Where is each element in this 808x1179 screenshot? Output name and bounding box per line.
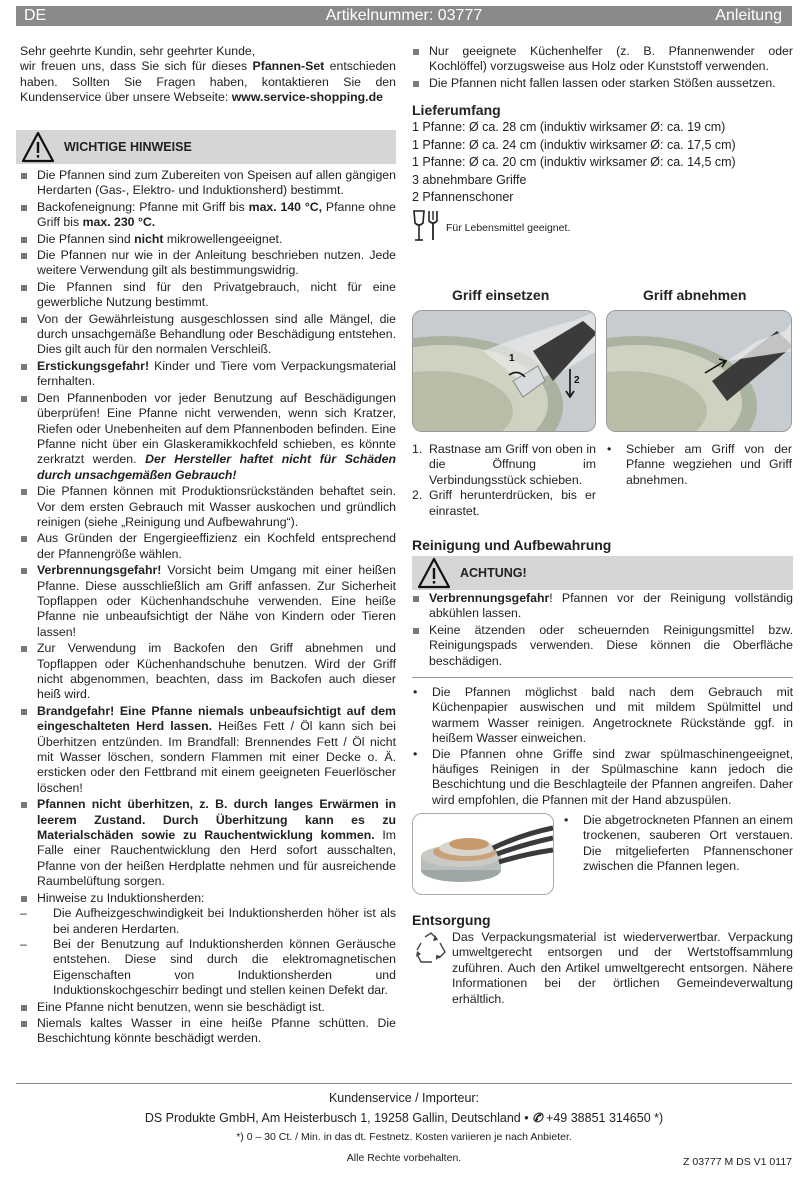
storage-list [563,813,793,875]
scope-item: 2 Pfannenschoner [412,190,514,205]
text: Verbrennungsgefahr [429,591,550,605]
text: Erstickungsgefahr! [37,358,150,373]
text: Vorsicht beim Umgang mit einer heißen Pfanne. Diese ausschließlich am Griff anfassen. Zur Sicherheit Topflappen oder Küchenhandschuhe verwenden. Eine heiße Pfanne nie unbeaufsichtigt der Nähe von Kindern oder Tieren lassen! [37,563,396,639]
cost-note: *) 0 – 30 Ct. / Min. in das dt. Festnetz. Kosten variieren je nach Anbieter. [236,1131,572,1143]
article-number: Artikelnummer: 03777 [325,7,483,24]
list-item: Niemals kaltes Wasser in eine heiße Pfanne schütten. Die Beschichtung könnte beschädigt werden. [20,1016,396,1047]
service-label: Kundenservice / Importeur: [328,1091,480,1105]
scope-item: 3 abnehmbare Griffe [412,172,527,187]
text: Hinweise zu Induktionsherden: [37,890,205,905]
insert-handle-illustration [413,311,596,432]
right-column [412,44,793,247]
list-item: • Die abgetrockneten Pfannen an einem trockenen, sauberen Ort verstauen. Die mitgelieferten Pfannenschoner zwischen die Pfannen legen. [563,813,793,875]
text: nicht [134,231,164,246]
remove-handle-illustration [607,311,792,432]
text: Brandgefahr! Eine Pfanne niemals unbeaufsichtigt auf dem eingeschalteten Herd lassen. [37,703,396,734]
text: Im Falle einer Rauchentwicklung den Herd sofort ausschalten, Pfanne von der heißen Herdplatte nehmen und für ausreichende Raumbelüftung sorgen. [37,828,397,889]
list-item: Die Pfannen sind für den Privatgebrauch, nicht für eine gewerbliche Nutzung bestimmt. [20,280,396,311]
scope-item: 1 Pfanne: Ø ca. 20 cm (induktiv wirksamer Ø: ca. 14,5 cm) [412,155,736,170]
text: Backofeneignung: Pfanne mit Griff bis [37,199,249,214]
list-item: • Die Pfannen ohne Griffe sind zwar spülmaschinengeeignet, häufiges Reinigen in der Spülmaschine kann jedoch die Beschichtung und die Beschlagteile der Pfannen angreifen. Daher wird empfohlen, die Pfannen mit der Hand abzuspülen. [412,747,793,809]
address-line [16,1106,792,1130]
list-item [20,563,396,640]
caution-list [412,591,793,669]
step-text: Griff herunterdrücken, bis er einrastet. [429,488,596,518]
phone-number: +49 38851 314650 *) [546,1111,664,1125]
list-item: Die Pfannen können mit Produktionsrückständen behaftet sein. Vor dem ersten Gebrauch mit Wasser auskochen und gründlich reinigen (siehe „Reinigung und Aufbewahrung“). [20,484,396,530]
text: Heißes Fett / Öl kann sich bei Überhitzen entzünden. Im Brandfall: Brennendes Fett / Öl nicht mit Wasser löschen, sondern Flammen mit einer Decke o. Ä. ersticken oder den Fettbrand mit einem geeigneten Feuerlöscher löschen! [37,719,396,795]
insert-handle-image [412,310,596,432]
document-type: Anleitung [715,7,782,24]
important-notes-title: WICHTIGE HINWEISE [64,140,192,154]
warning-triangle-icon [20,130,56,164]
salutation: Sehr geehrte Kundin, sehr geehrter Kunde, [20,44,256,58]
company-address: DS Produkte GmbH, Am Heisterbusch 1, 19258 Gallin, Deutschland • [144,1111,529,1125]
list-item: • Die Pfannen möglichst bald nach dem Gebrauch mit Küchenpapier auswischen und mit mildem Spülmittel und warmem Wasser reinigen. Angetrocknete Rückstände ggf. in heißem Wasser einweichen. [412,685,793,747]
arrow-label-2: 2 [574,375,580,386]
list-item [20,391,396,483]
greeting [20,44,396,106]
service-website-link[interactable]: www.service-shopping.de [231,90,383,105]
food-safe-row [412,209,793,247]
important-notes-list-wrap [20,168,396,1048]
cleaning-content [412,591,793,808]
step-item [412,488,596,519]
intro-text-1: wir freuen uns, dass Sie sich für dieses [20,59,253,74]
scope-item: 1 Pfanne: Ø ca. 24 cm (induktiv wirksamer Ø: ca. 17,5 cm) [412,137,736,152]
scope-item: 1 Pfanne: Ø ca. 28 cm (induktiv wirksamer Ø: ca. 19 cm) [412,120,726,135]
text: Der Hersteller haftet nicht für Schäden durch unsachgemäßen Gebrauch! [37,452,396,482]
sublist-item: – Bei der Benutzung auf Induktionsherden können Geräusche entstehen. Diese sind durch die elektromagnetischen Eigenschaften von Induktionsherden und Induktionskochgeschirr bedingt und stellen keinen Defekt dar. [20,937,396,999]
right-notes-list [412,44,793,91]
intro-paragraph [20,59,396,105]
remove-handle-title: Griff abnehmen [643,287,747,303]
glass-fork-icon [412,209,442,243]
stacked-pans-illustration [413,814,554,895]
list-item: Keine ätzenden oder scheuernden Reinigungsmittel bzw. Reinigungspads verwenden. Diese können die Oberfläche beschädigen. [412,623,793,669]
list-item: Die Pfannen sind zum Zubereiten von Speisen auf allen gängigen Herdarten (Gas-, Elektro- und Induktionsherd) bestimmt. [20,168,396,199]
remove-handle-image [606,310,792,432]
sublist-item: – Die Aufheizgeschwindigkeit bei Induktionsherden höher ist als bei anderen Herdarten. [20,906,396,937]
list-item [20,359,396,390]
document-code: Z 03777 M DS V1 0117 [683,1156,792,1168]
language-code: DE [24,7,47,24]
list-item: Die Pfannen nicht fallen lassen oder starken Stößen aussetzen. [412,76,793,91]
text: ! Pfannen vor der Reinigung vollständig abkühlen lassen. [429,591,793,621]
list-item [20,704,396,796]
step-item [412,442,596,488]
list-item [20,891,396,999]
cleaning-title: Reinigung und Aufbewahrung [412,537,612,553]
disposal-title: Entsorgung [412,912,491,928]
footer [16,1083,792,1172]
recycling-icon [414,931,448,965]
text: Pfannen nicht überhitzen, z. B. durch langes Erwärmen in leerem Zustand. Durch Überhitzung kann es zu Materialschäden sowie zu Rauchentwicklung kommen. [37,797,396,843]
phone-icon: ✆ [532,1111,543,1125]
caution-banner [412,556,793,590]
cleaning-list [412,685,793,808]
food-safe-label: Für Lebensmittel geeignet. [446,221,571,234]
step-number: 1. [412,442,423,456]
text: max. 140 °C, [248,199,323,214]
list-item: Nur geeignete Küchenhelfer (z. B. Pfannenwender oder Kochlöffel) vorzugsweise aus Holz oder Kunststoff verwenden. [412,44,793,75]
text: Pfanne ohne Griff bis [37,199,397,230]
step-number: 2. [412,488,423,503]
list-item: Eine Pfanne nicht benutzen, wenn sie beschädigt ist. [20,1000,396,1015]
step-item: • Schieber am Griff von der Pfanne wegziehen und Griff abnehmen. [606,442,792,488]
text: max. 230 °C. [82,215,156,230]
product-name: Pfannen-Set [252,59,325,74]
list-item [20,797,396,889]
text: Die Pfannen sind [37,231,135,246]
divider [412,677,793,678]
scope-list [412,119,793,207]
left-column [20,44,396,106]
insert-steps [412,442,596,519]
intro-text-2: entschieden haben. Sollten Sie Fragen haben, kontaktieren Sie den Kundenservice über unsere Webseite: [20,59,396,105]
step-text: Rastnase am Griff von oben in die Öffnung im Verbindungsstück schieben. [429,442,596,487]
header-bar [16,6,792,26]
list-item [412,591,793,622]
stacked-pans-image [412,813,554,895]
induction-sublist [20,906,396,998]
important-notes-list [20,168,396,1047]
list-item: Von der Gewährleistung ausgeschlossen sind alle Mängel, die durch unsachgemäße Behandlung oder Beschädigung entstehen. Dies gilt auch für den normalen Verschleiß. [20,312,396,358]
text: Kinder und Tiere vom Verpackungsmaterial fernhalten. [37,358,396,389]
text: mikrowellengeeignet. [163,231,283,246]
list-item: Aus Gründen der Engergieeffizienz ein Kochfeld entsprechend der Pfannengröße wählen. [20,531,396,562]
disposal-text: Das Verpackungsmaterial ist wiederverwertbar. Verpackung umweltgerecht entsorgen und der Wertstoffsammlung zuführen. Auch den Artikel umweltgerecht entsorgen. Nähere Informationen bei der örtlichen Gemeindeverwaltung erhältlich. [452,930,793,1006]
list-item: Zur Verwendung im Backofen den Griff abnehmen und Topflappen oder Küchenhandschuhe benutzen. Wird der Griff nicht abgenommen, beachten, dass im Backofen auch dieser heiß wird. [20,641,396,703]
list-item: Die Pfannen nur wie in der Anleitung beschrieben nutzen. Jede weitere Verwendung gilt als bestimmungswidrig. [20,248,396,279]
rights-reserved: Alle Rechte vorbehalten. [346,1152,462,1164]
list-item [20,200,396,231]
insert-handle-title: Griff einsetzen [452,287,550,303]
remove-steps [606,442,792,488]
warning-triangle-icon [416,556,452,590]
arrow-label-1: 1 [509,353,515,364]
text: Verbrennungsgefahr! [37,563,162,578]
important-notes-banner [16,130,396,164]
text: Den Pfannenboden vor jeder Benutzung auf Beschädigungen überprüfen! Eine Pfanne nicht verwenden, wenn sich Kratzer, Riefen oder Unebenheiten auf dem Pfannenboden befinden. Eine Pfanne nicht über ein Glaskeramikkochfeld schieben, es könnte zerkratzt werden. [37,390,396,467]
caution-title: ACHTUNG! [460,566,527,580]
list-item [20,232,396,247]
scope-title: Lieferumfang [412,102,501,119]
